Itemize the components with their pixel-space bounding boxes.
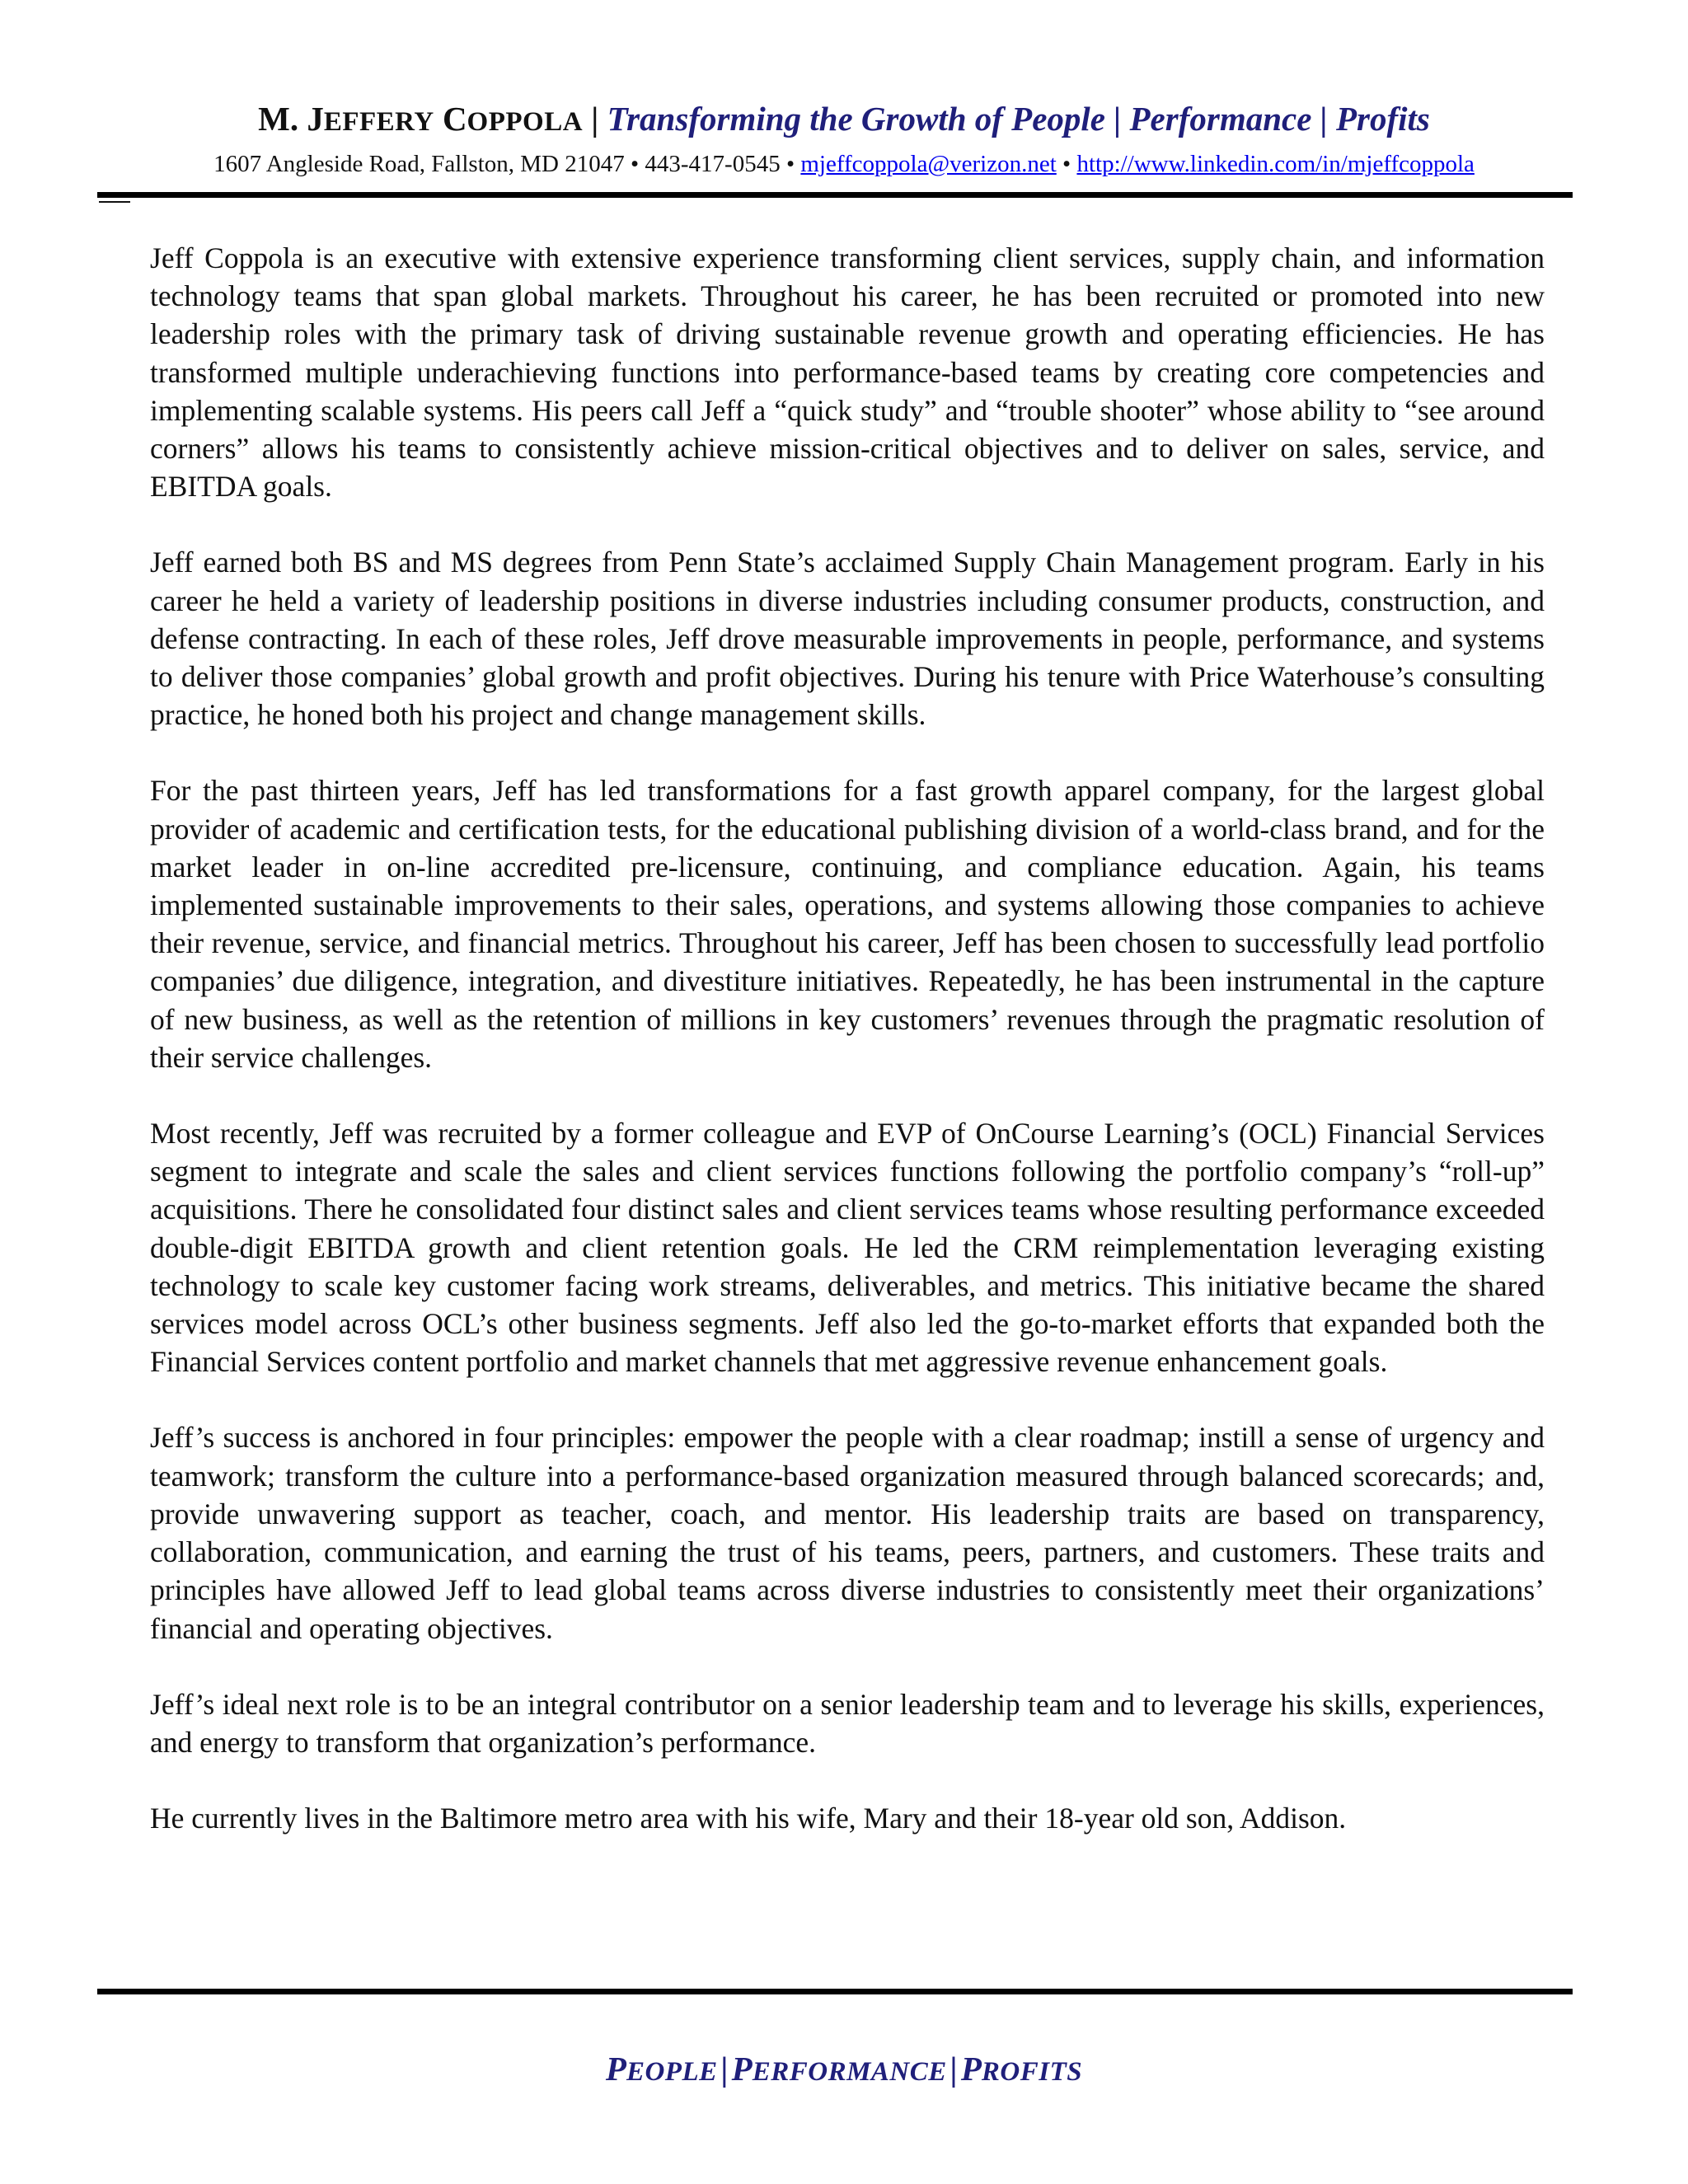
name-separator: | [591,100,599,138]
footer-tagline [0,2049,1688,2088]
header-divider [97,192,1573,198]
footer-word-profits: PROFITS [960,2050,1083,2088]
header-tick-mark [99,201,130,203]
footer-word-people: PEOPLE [605,2050,718,2088]
address: 1607 Angleside Road, Fallston, MD 21047 [213,151,625,177]
bio-paragraph: For the past thirteen years, Jeff has led transformations for a fast growth apparel company, for the largest global provider of academic and certification tests, for the educational publishing division of a world-class brand, and for the market leader in on-line accredited pre-licensure, continuing, and compliance education. Again, his teams implemented sustainable improvements to their sales, operations, and systems allowing those companies to achieve their revenue, service, and financial metrics. Throughout his career, Jeff has been chosen to successfully lead portfolio companies’ due diligence, integration, and divestiture initiatives. Repeatedly, he has been instrumental in the capture of new business, as well as the retention of millions in key customers’ revenues through the pragmatic resolution of their service challenges. [150,774,1545,1074]
email-link[interactable]: mjeffcoppola@verizon.net [800,151,1057,177]
bullet-separator: • [630,151,640,177]
bio-paragraph: He currently lives in the Baltimore metro area with his wife, Mary and their 18-year old son, Addison. [150,1802,1347,1835]
bullet-separator: • [785,151,795,177]
bio-paragraph: Most recently, Jeff was recruited by a former colleague and EVP of OnCourse Learning’s (OCL) Financial Services segment to integrate and scale the sales and client services functions following the portfolio company’s “roll-up” acquisitions. There he consolidated four distinct sales and client services teams whose resulting performance exceeded double-digit EBITDA growth and client retention goals. He led the CRM reimplementation leveraging existing technology to scale key customer facing work streams, deliverables, and metrics. This initiative became the shared services model across OCL’s other business segments. Jeff also led the go-to-market efforts that expanded both the Financial Services content portfolio and market channels that met aggressive revenue enhancement goals. [150,1117,1545,1379]
bio-body [150,239,1545,1875]
footer-divider [97,1989,1573,1994]
name-line [0,97,1688,143]
letterhead [0,97,1688,180]
candidate-name: M. JEFFERY COPPOLA [258,100,584,138]
bio-paragraph: Jeff’s success is anchored in four principles: empower the people with a clear roadmap; instill a sense of urgency and teamwork; transform the culture into a performance-based organization measured through balanced scorecards; and, provide unwavering support as teacher, coach, and mentor. His leadership traits are based on transparency, collaboration, communication, and earning the trust of his teams, peers, partners, and customers. These traits and principles have allowed Jeff to lead global teams across diverse industries to consistently meet their organizations’ financial and operating objectives. [150,1421,1545,1645]
footer-separator: | [720,2050,729,2088]
phone: 443-417-0545 [645,151,781,177]
bio-paragraph: Jeff Coppola is an executive with extensive experience transforming client services, supply chain, and information technology teams that span global markets. Throughout his career, he has been recruited or promoted into new leadership roles with the primary task of driving sustainable revenue growth and operating efficiencies. He has transformed multiple underachieving functions into performance-based teams by creating core competencies and implementing scalable systems. His peers call Jeff a “quick study” and “trouble shooter” whose ability to “see around corners” allows his teams to consistently achieve mission-critical objectives and to deliver on sales, service, and EBITDA goals. [150,241,1545,504]
bio-paragraph: Jeff’s ideal next role is to be an integral contributor on a senior leadership team and to leverage his skills, experiences, and energy to transform that organization’s performance. [150,1687,1545,1759]
contact-line [0,148,1688,180]
bio-paragraph: Jeff earned both BS and MS degrees from Penn State’s acclaimed Supply Chain Management program. Early in his career he held a variety of leadership positions in diverse industries including consumer products, construction, and defense contracting. In each of these roles, Jeff drove measurable improvements in people, performance, and systems to deliver those companies’ global growth and profit objectives. During his tenure with Price Waterhouse’s consulting practice, he honed both his project and change management skills. [150,546,1545,732]
bullet-separator: • [1062,151,1071,177]
tagline: Transforming the Growth of People | Performance | Profits [607,100,1430,138]
footer-word-performance: PERFORMANCE [731,2050,947,2088]
footer-separator: | [950,2050,958,2088]
linkedin-link[interactable]: http://www.linkedin.com/in/mjeffcoppola [1076,151,1475,177]
